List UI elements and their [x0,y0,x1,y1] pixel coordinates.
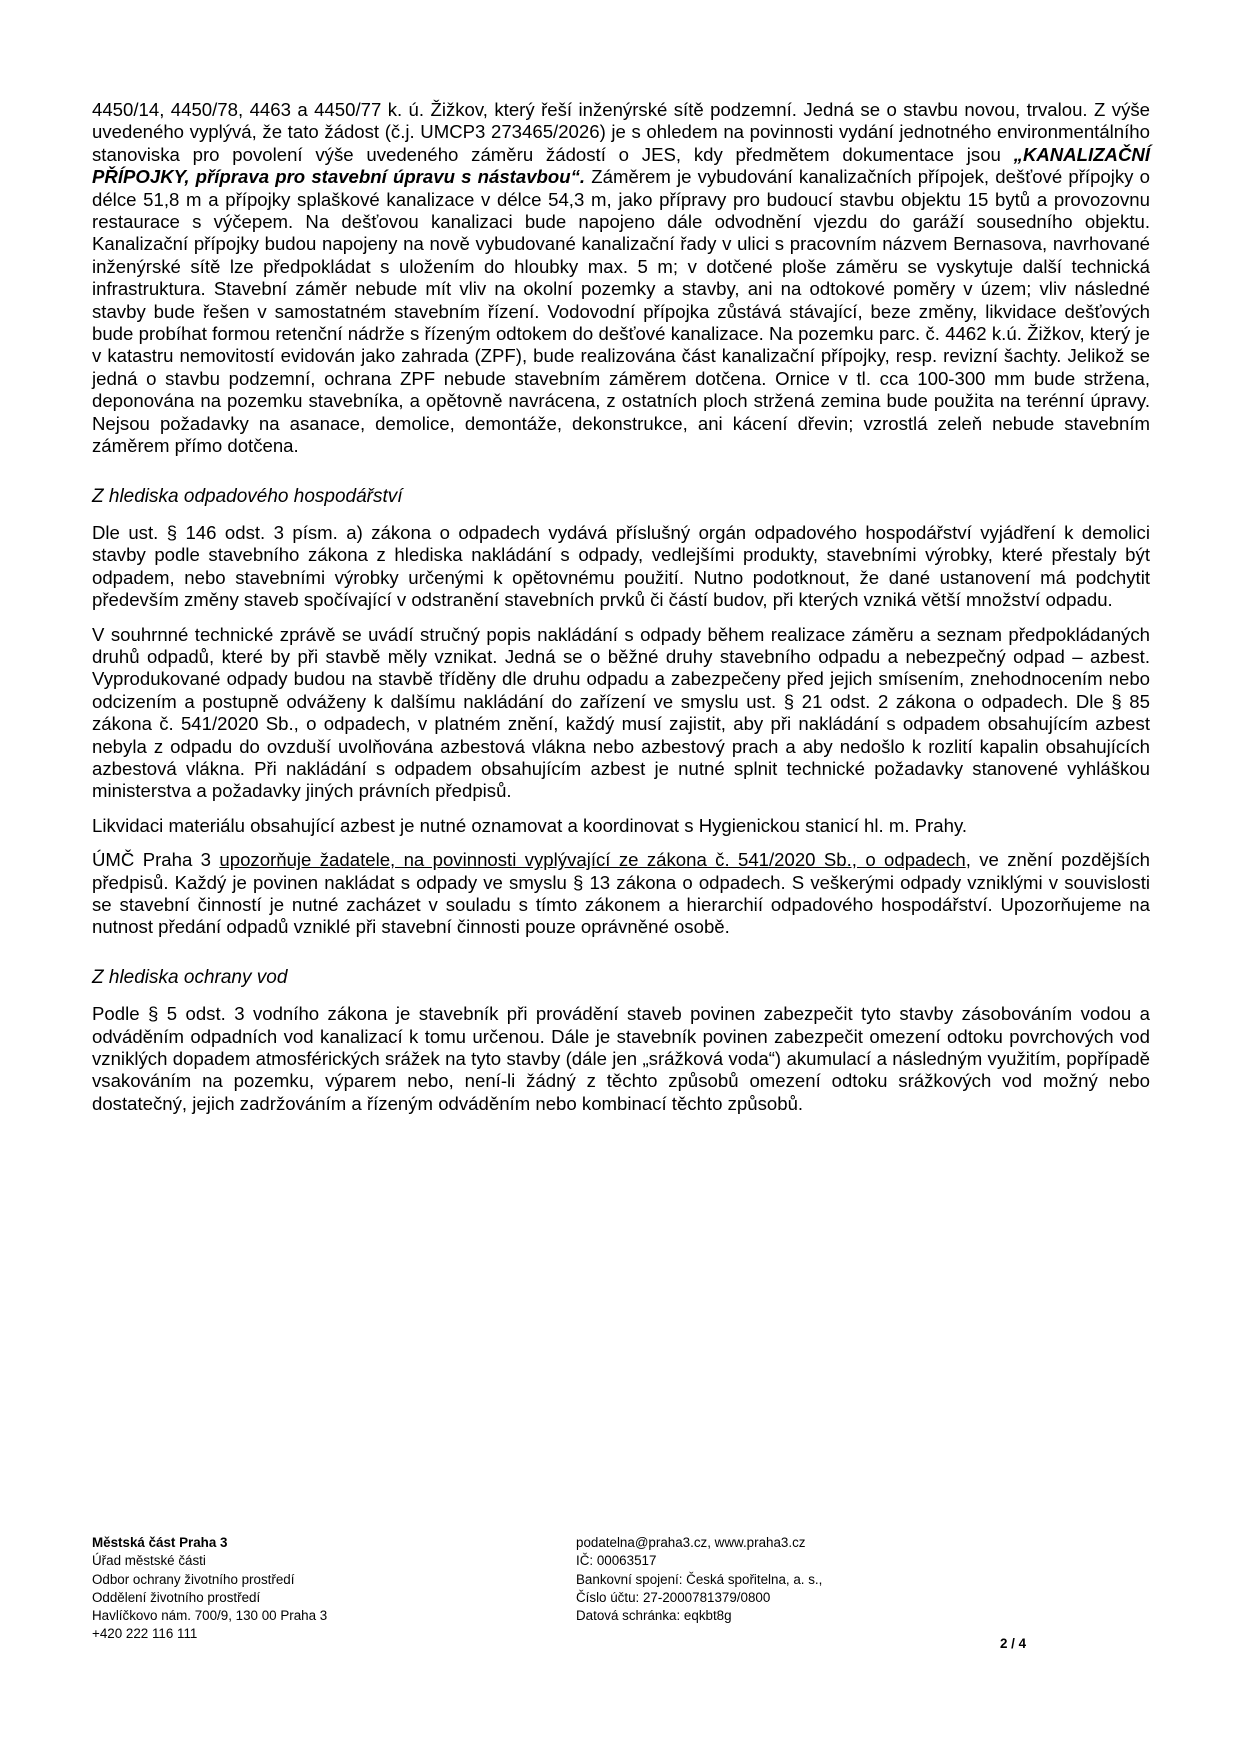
paragraph-water-1: Podle § 5 odst. 3 vodního zákona je stavebník při provádění staveb povinen zabezpečit tyto stavby zásobováním vodou a odváděním odpadních vod kanalizací k tomu určenou. Dále je stavebník povinen zabezpečit omezení odtoku povrchových vod vzniklých dopadem atmosférických srážek na tyto stavby (dále jen „srážková voda“) akumulací a následným využitím, popřípadě vsakováním na pozemku, výparem nebo, není-li žádný z těchto způsobů omezení odtoku srážkových vod možný nebo dostatečný, jejich zadržováním a řízeným odváděním nebo kombinací těchto způsobů. [92,1003,1150,1114]
document-body [92,99,1150,1115]
footer-ico: IČ: 00063517 [576,1553,657,1569]
underlined-warning: upozorňuje žadatele, na povinnosti vyplývající ze zákona č. 541/2020 Sb., o odpadech [219,849,966,871]
footer-bank: Bankovní spojení: Česká spořitelna, a. s., [576,1571,823,1587]
footer-section: Oddělení životního prostředí [92,1589,261,1605]
footer-email-web: podatelna@praha3.cz, www.praha3.cz [576,1535,806,1550]
paragraph-waste-3: Likvidaci materiálu obsahující azbest je nutné oznamovat a koordinovat s Hygienickou stanicí hl. m. Prahy. [92,814,968,836]
footer-contact-block [576,1534,1036,1625]
footer-org-name: Městská část Praha 3 [92,1535,228,1550]
paragraph-project-description: 4450/14, 4450/78, 4463 a 4450/77 k. ú. Žižkov, který řeší inženýrské sítě podzemní. Jedná se o stavbu novou, trvalou. Z výše uvedeného vyplývá, že tato žádost (č.j. UMCP3 273465/2026) je s ohledem na povinnosti vydání jednotného environmentálního stanoviska pro povolení výše uvedeného záměru žádostí o JES, kdy předmětem dokumentace jsou „KANALIZAČNÍ PŘÍPOJKY, příprava pro stavební úpravu s nástavbou“. Záměrem je vybudování kanalizačních přípojek, dešťové přípojky o délce 51,8 m a přípojky splaškové kanalizace v délce 54,3 m, jako přípravy pro budoucí stavbu objektu 15 bytů a provozovnu restaurace s výčepem. Na dešťovou kanalizaci bude napojeno dále odvodnění vjezdu do garáží sousedního objektu. Kanalizační přípojky budou napojeny na nově vybudované kanalizační řady v ulici s pracovním názvem Bernasova, navrhované inženýrské sítě lze předpokládat s uložením do hloubky max. 5 m; v dotčené ploše záměru se vyskytuje další technická infrastruktura. Stavební záměr nebude mít vliv na okolní pozemky a stavby, ani na odtokové poměry v územ; vliv následné stavby bude řešen v samostatném stavebním řízení. Vodovodní přípojka zůstává stávající, beze změny, likvidace dešťových bude probíhat formou retenční nádrže s řízeným odtokem do dešťové kanalizace. Na pozemku parc. č. 4462 k.ú. Žižkov, který je v katastru nemovitostí evidován jako zahrada (ZPF), bude realizována část kanalizační přípojky, resp. revizní šachty. Jelikož se jedná o stavbu podzemní, ochrana ZPF nebude stavebním záměrem dotčena. Ornice v tl. cca 100-300 mm bude stržena, deponována na pozemku stavebníka, a opětovně navrácena, z ostatních ploch stržená zemina bude použita na terénní úpravy. Nejsou požadavky na asanace, demolice, demontáže, dekonstrukce, ani kácení dřevin; vzrostlá zeleň nebude stavebním záměrem přímo dotčena. [92,99,1150,457]
page-number: 2 / 4 [1000,1636,1027,1651]
footer-phone: +420 222 116 111 [92,1626,198,1642]
page-footer [92,1534,1150,1654]
footer-department: Odbor ochrany životního prostředí [92,1571,295,1587]
footer-data-box: Datová schránka: eqkbt8g [576,1608,732,1624]
project-title-emphasis: „KANALIZAČNÍ PŘÍPOJKY, příprava pro stavební úpravu s nástavbou“. [92,143,1150,188]
footer-address-block [92,1534,492,1644]
paragraph-waste-2: V souhrnné technické zprávě se uvádí stručný popis nakládání s odpady během realizace záměru a seznam předpokládaných druhů odpadů, které by při stavbě měly vznikat. Jedná se o běžné druhy stavebního odpadu a nebezpečný odpad – azbest. Vyprodukované odpady budou na stavbě tříděny dle druhu odpadu a zabezpečeny před jejich smísením, znehodnocením nebo odcizením a postupně odváženy k dalšímu nakládání do zařízení ve smyslu ust. § 21 odst. 2 zákona o odpadech. Dle § 85 zákona č. 541/2020 Sb., o odpadech, v platném znění, každý musí zajistit, aby při nakládání s odpadem obsahujícím azbest nebyla z odpadu do ovzduší uvolňována azbestová vlákna nebo azbestový prach a aby nedošlo k rozlití kapalin obsahujících azbestová vlákna. Při nakládání s odpadem obsahujícím azbest je nutné splnit technické požadavky stanovené vyhláškou ministerstva a požadavky jiných právních předpisů. [92,623,1150,802]
footer-street-address: Havlíčkovo nám. 700/9, 130 00 Praha 3 [92,1608,328,1624]
section-heading-waste: Z hlediska odpadového hospodářství [92,485,403,507]
section-heading-water: Z hlediska ochrany vod [92,966,288,988]
footer-account-number: Číslo účtu: 27-2000781379/0800 [576,1589,771,1605]
paragraph-waste-1: Dle ust. § 146 odst. 3 písm. a) zákona o odpadech vydává příslušný orgán odpadového hospodářství vyjádření k demolici stavby podle stavebního zákona z hlediska nakládání s odpady, vedlejšími produkty, stavebními výrobky, které přestaly být odpadem, nebo stavebními výrobky určenými k opětovnému použití. Nutno podotknout, že dané ustanovení má podchytit především změny staveb spočívající v odstranění stavebních prvků či částí budov, při kterých vzniká větší množství odpadu. [92,521,1150,611]
footer-office: Úřad městské části [92,1553,206,1569]
paragraph-waste-4: ÚMČ Praha 3 upozorňuje žadatele, na povinnosti vyplývající ze zákona č. 541/2020 Sb., o odpadech, ve znění pozdějších předpisů. Každý je povinen nakládat s odpady ve smyslu § 13 zákona o odpadech. S veškerými odpady vzniklými v souvislosti se stavební činností je nutné zacházet v souladu s tímto zákonem a hierarchií odpadového hospodářství. Upozorňujeme na nutnost předání odpadů vzniklé při stavební činnosti pouze oprávněné osobě. [92,849,1150,938]
